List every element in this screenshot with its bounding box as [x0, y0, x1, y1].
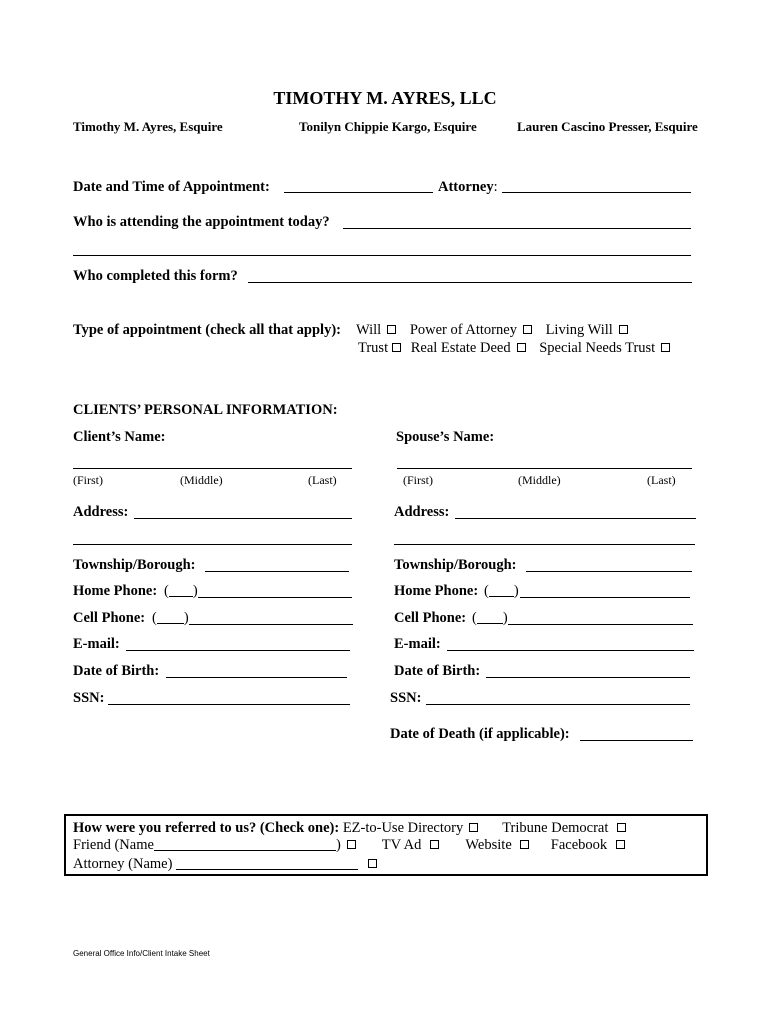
completed-field[interactable] [248, 282, 692, 283]
spouse-address-field-line2[interactable] [394, 544, 695, 545]
spouse-dob-label: Date of Birth: [394, 663, 481, 679]
spouse-cell-phone-paren [472, 610, 508, 627]
spouse-dob-field[interactable] [486, 677, 690, 678]
referral-friend-label: Friend (Name [73, 837, 154, 853]
referral-website-label: Website [465, 837, 512, 853]
referral-tv-checkbox[interactable] [430, 840, 439, 849]
spouse-home-phone-close: ) [513, 583, 519, 599]
referral-attorney-field[interactable] [176, 857, 358, 870]
client-cell-phone-label: Cell Phone: [73, 610, 146, 626]
client-dob-field[interactable] [166, 677, 347, 678]
client-middle-caption: (Middle) [180, 473, 223, 487]
spouse-cell-phone-close: ) [502, 610, 508, 626]
client-township-label: Township/Borough: [73, 557, 196, 573]
attorney-colon: : [493, 179, 498, 195]
spouse-name-label: Spouse’s Name: [396, 429, 495, 445]
spouse-home-phone-open: ( [484, 583, 489, 599]
referral-ez-checkbox[interactable] [469, 823, 478, 832]
referral-website-checkbox[interactable] [520, 840, 529, 849]
attorney-label-wrap [438, 179, 498, 196]
client-cell-phone-paren [152, 610, 189, 627]
footer-text: General Office Info/Client Intake Sheet [73, 949, 210, 958]
referral-friend-field[interactable] [154, 838, 336, 851]
spouse-name-field[interactable] [397, 468, 692, 469]
referral-attorney-label: Attorney (Name) [73, 856, 173, 872]
spouse-cell-phone-label: Cell Phone: [394, 610, 467, 626]
client-address-field[interactable] [134, 518, 352, 519]
option-poa-label: Power of Attorney [409, 322, 517, 338]
referral-friend-close: ) [335, 837, 341, 853]
option-snt-label: Special Needs Trust [539, 340, 656, 356]
spouse-township-label: Township/Borough: [394, 557, 517, 573]
client-name-label: Client’s Name: [73, 429, 166, 445]
appointment-options-row1 [356, 322, 628, 339]
spouse-township-field[interactable] [526, 571, 692, 572]
client-cell-phone-open: ( [152, 610, 157, 626]
attorney-name-3: Lauren Cascino Presser, Esquire [517, 119, 698, 134]
client-dob-label: Date of Birth: [73, 663, 160, 679]
spouse-address-field[interactable] [455, 518, 696, 519]
attending-field[interactable] [343, 228, 691, 229]
client-home-phone-close: ) [192, 583, 198, 599]
client-email-field[interactable] [126, 650, 350, 651]
option-deed-checkbox[interactable] [517, 343, 526, 352]
date-time-field[interactable] [284, 192, 433, 193]
spouse-home-phone-field[interactable] [520, 597, 690, 598]
client-email-label: E-mail: [73, 636, 120, 652]
date-time-label: Date and Time of Appointment: [73, 179, 270, 195]
spouse-cell-phone-field[interactable] [508, 624, 693, 625]
option-poa-checkbox[interactable] [523, 325, 532, 334]
option-trust-label: Trust [358, 340, 389, 356]
client-home-phone-label: Home Phone: [73, 583, 158, 599]
spouse-dod-field[interactable] [580, 740, 693, 741]
attorney-label: Attorney [438, 179, 494, 195]
spouse-last-caption: (Last) [647, 473, 676, 487]
spouse-middle-caption: (Middle) [518, 473, 561, 487]
spouse-home-phone-paren [484, 583, 519, 600]
attorney-name-1: Timothy M. Ayres, Esquire [73, 119, 223, 134]
appointment-options-row2 [358, 340, 670, 357]
completed-label: Who completed this form? [73, 268, 238, 284]
client-ssn-label: SSN: [73, 690, 105, 706]
client-home-phone-open: ( [164, 583, 169, 599]
referral-friend-checkbox[interactable] [347, 840, 356, 849]
referral-row3 [73, 856, 377, 873]
client-address-field-line2[interactable] [73, 544, 352, 545]
option-will-label: Will [356, 322, 382, 338]
spouse-email-label: E-mail: [394, 636, 441, 652]
referral-facebook-label: Facebook [550, 837, 608, 853]
option-living-will-checkbox[interactable] [619, 325, 628, 334]
spouse-ssn-label: SSN: [390, 690, 422, 706]
referral-question: How were you referred to us? (Check one): [73, 820, 340, 836]
referral-tribune-checkbox[interactable] [617, 823, 626, 832]
spouse-ssn-field[interactable] [426, 704, 690, 705]
client-name-field[interactable] [73, 468, 352, 469]
option-deed-label: Real Estate Deed [410, 340, 511, 356]
client-address-label: Address: [73, 504, 129, 520]
appointment-type-label: Type of appointment (check all that apply): [73, 322, 341, 338]
referral-tv-label: TV Ad [381, 837, 422, 853]
referral-attorney-checkbox[interactable] [368, 859, 377, 868]
spouse-home-phone-label: Home Phone: [394, 583, 479, 599]
spouse-first-caption: (First) [403, 473, 433, 487]
referral-row2 [73, 837, 625, 854]
referral-row1 [73, 820, 626, 837]
attorney-field[interactable] [502, 192, 691, 193]
option-will-checkbox[interactable] [387, 325, 396, 334]
client-township-field[interactable] [205, 571, 349, 572]
client-first-caption: (First) [73, 473, 103, 487]
referral-ez-label: EZ-to-Use Directory [342, 820, 464, 836]
firm-name: TIMOTHY M. AYRES, LLC [273, 88, 497, 108]
client-home-phone-paren [164, 583, 198, 600]
client-cell-phone-close: ) [183, 610, 189, 626]
referral-tribune-label: Tribune Democrat [502, 820, 609, 836]
attending-field-line2[interactable] [73, 255, 691, 256]
attending-label: Who is attending the appointment today? [73, 214, 330, 230]
option-snt-checkbox[interactable] [661, 343, 670, 352]
option-living-will-label: Living Will [545, 322, 613, 338]
client-last-caption: (Last) [308, 473, 337, 487]
attorney-name-2: Tonilyn Chippie Kargo, Esquire [299, 119, 477, 134]
spouse-cell-phone-open: ( [472, 610, 477, 626]
client-cell-phone-field[interactable] [189, 624, 353, 625]
personal-section-title: CLIENTS’ PERSONAL INFORMATION: [73, 402, 338, 418]
referral-facebook-checkbox[interactable] [616, 840, 625, 849]
client-home-phone-field[interactable] [198, 597, 352, 598]
spouse-dod-label: Date of Death (if applicable): [390, 726, 570, 742]
spouse-address-label: Address: [394, 504, 450, 520]
option-trust-checkbox[interactable] [392, 343, 401, 352]
spouse-email-field[interactable] [447, 650, 694, 651]
client-ssn-field[interactable] [108, 704, 350, 705]
